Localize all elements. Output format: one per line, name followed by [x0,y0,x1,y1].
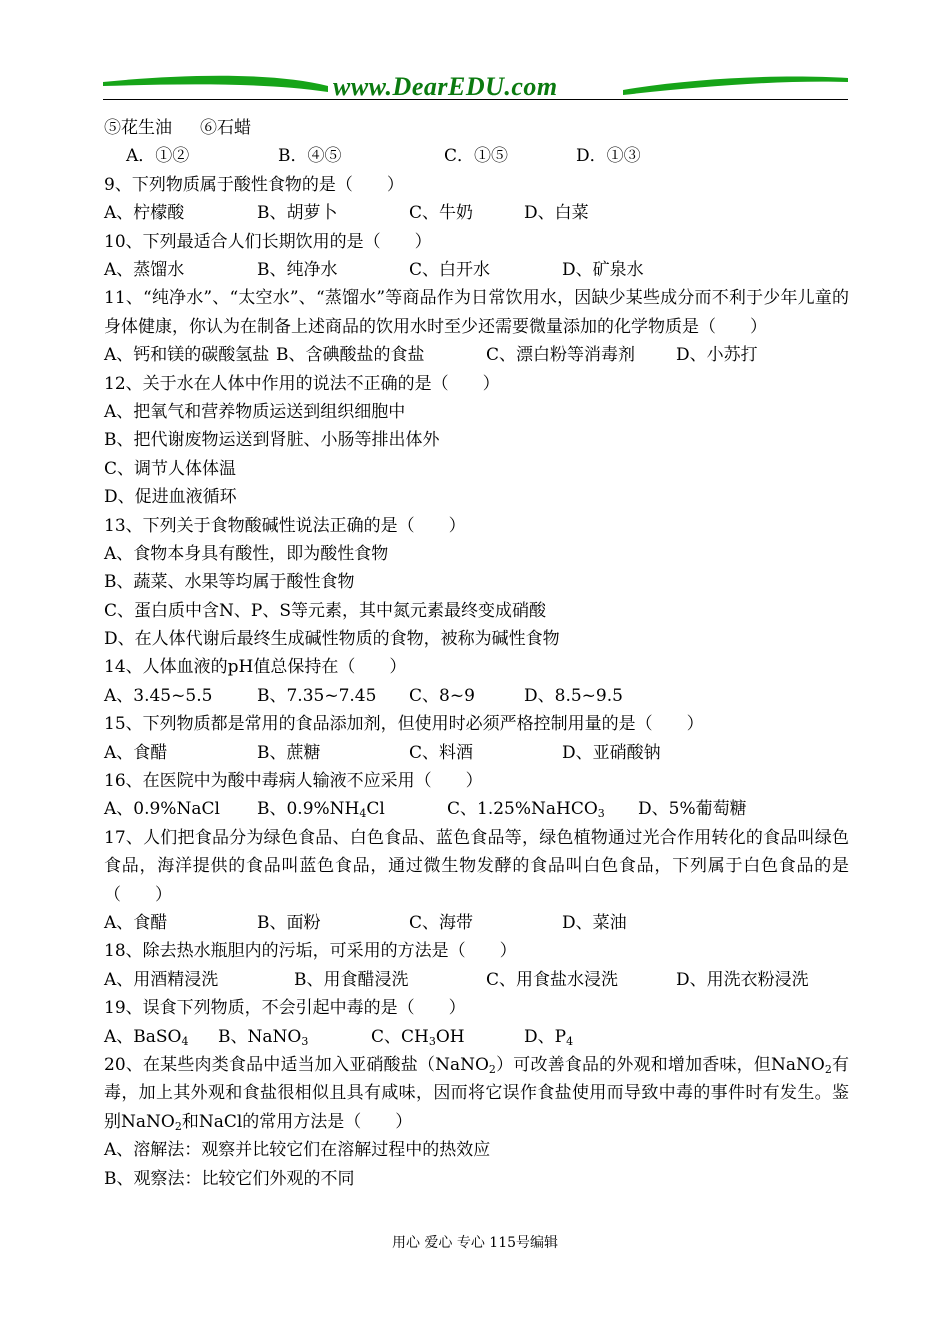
option-text: B、NaNO$_3$ [218,1026,309,1048]
question-line: 9、下列物质属于酸性食物的是（ ） [104,174,404,195]
site-logo[interactable]: www.DearEDU.com [333,72,558,101]
options-row [104,114,849,142]
option-text: ⑥石蜡 [200,118,251,138]
question-line: A、溶解法：观察并比较它们在溶解过程中的热效应 [104,1140,491,1161]
option-text: D、矿泉水 [562,259,644,280]
option-text: D、$P_4$ [524,1026,574,1048]
option-text: ⑤花生油 [104,118,172,138]
question-line: 13、下列关于食物酸碱性说法正确的是（ ） [104,515,466,536]
option-text: A．①② [126,146,190,167]
options-row [104,966,849,994]
option-text: A、钙和镁的碳酸氢盐 [104,345,270,366]
option-text: C、$CH_3OH$ [371,1026,465,1048]
question-content [104,114,849,1193]
option-text: C、漂白粉等消毒剂 [486,345,636,366]
option-text: D、亚硝酸钠 [562,742,661,763]
options-row [104,256,849,284]
option-text: B、面粉 [257,913,321,934]
option-text: B、胡萝卜 [257,203,338,224]
option-text: C、白开水 [409,259,491,280]
options-row [104,739,849,767]
question-line: B、蔬菜、水果等均属于酸性食物 [104,572,355,593]
question-paragraph: 20、在某些肉类食品中适当加入亚硝酸盐（NaNO$_2$）可改善食品的外观和增加香味，但NaNO$_2$有毒，加上其外观和食盐很相似且具有咸味，因而将它误作食盐使用而导致中毒的事件时有发生。鉴别NaNO$_2$和NaCl的常用方法是（ ） [104,1054,849,1133]
option-text: D、菜油 [562,913,627,934]
question-paragraph: 11、“纯净水”、“太空水”、“蒸馏水”等商品作为日常饮用水，因缺少某些成分而不利于少年儿童的身体健康，你认为在制备上述商品的饮用水时至少还需要微量添加的化学物质是（ ） [104,288,849,337]
question-line: C、蛋白质中含N、P、S等元素，其中氮元素最终变成硝酸 [104,600,546,621]
options-row [104,909,849,937]
question-line: D、在人体代谢后最终生成碱性物质的食物，被称为碱性食物 [104,629,560,650]
question-line: B、观察法：比较它们外观的不同 [104,1168,355,1189]
options-row [104,199,849,227]
option-text: A、食醋 [104,742,168,763]
option-text: B、含碘酸盐的食盐 [276,345,425,366]
option-text: B、纯净水 [257,259,338,280]
option-text: A、蒸馏水 [104,259,185,280]
option-text: A、柠檬酸 [104,203,185,224]
question-line: A、食物本身具有酸性，即为酸性食物 [104,543,389,564]
option-text: A、用酒精浸洗 [104,969,219,990]
question-line: A、把氧气和营养物质运送到组织细胞中 [104,401,406,422]
option-text: B．④⑤ [278,146,342,167]
option-text: C．①⑤ [444,146,509,167]
question-line: 19、误食下列物质，不会引起中毒的是（ ） [104,998,466,1019]
option-text: D、小苏打 [676,345,758,366]
option-text: D、用洗衣粉浸洗 [676,969,809,990]
option-text: A、0.9%NaCl [104,799,220,820]
option-text: C、料酒 [409,742,474,763]
option-text: C、牛奶 [409,203,474,224]
option-text: D、白菜 [524,203,589,224]
options-row [104,795,849,823]
option-text: A、BaSO$_4$ [104,1026,189,1048]
option-text: B、用食醋浸洗 [294,969,409,990]
page-footer: 用心 爱心 专心 115号编辑 [391,1235,559,1251]
question-line: C、调节人体体温 [104,458,237,479]
options-row [104,341,849,369]
question-line: 14、人体血液的pH值总保持在（ ） [104,657,407,678]
option-text: D、8.5~9.5 [524,685,623,706]
question-line: 15、下列物质都是常用的食品添加剂，但使用时必须严格控制用量的是（ ） [104,714,704,735]
question-line: 10、下列最适合人们长期饮用的是（ ） [104,231,432,252]
question-paragraph: 17、人们把食品分为绿色食品、白色食品、蓝色食品等，绿色植物通过光合作用转化的食品叫绿色食品，海洋提供的食品叫蓝色食品，通过微生物发酵的食品叫白色食品，下列属于白色食品的是（ ） [104,827,849,905]
option-text: B、蔗糖 [257,742,321,763]
option-text: C、海带 [409,913,474,934]
options-row [104,682,849,710]
question-line: B、把代谢废物运送到肾脏、小肠等排出体外 [104,430,440,451]
options-row [104,1023,849,1051]
option-text: B、7.35~7.45 [257,685,377,706]
question-line: 18、除去热水瓶胆内的污垢，可采用的方法是（ ） [104,941,517,962]
options-row [104,142,849,170]
question-line: 12、关于水在人体中作用的说法不正确的是（ ） [104,373,500,394]
option-text: C、用食盐水浸洗 [486,969,619,990]
question-line: 16、在医院中为酸中毒病人输液不应采用（ ） [104,771,483,792]
option-text: A、食醋 [104,913,168,934]
option-text: C、8~9 [409,685,475,706]
option-text: B、$0.9\%NH_4Cl$ [257,799,385,821]
option-text: D．①③ [576,146,641,167]
question-line: D、促进血液循环 [104,487,237,508]
option-text: D、5%葡萄糖 [638,799,747,820]
header-rule [103,99,848,100]
option-text: A、3.45~5.5 [104,685,213,706]
option-text: C、1.25%NaHCO$_3$ [447,799,605,821]
